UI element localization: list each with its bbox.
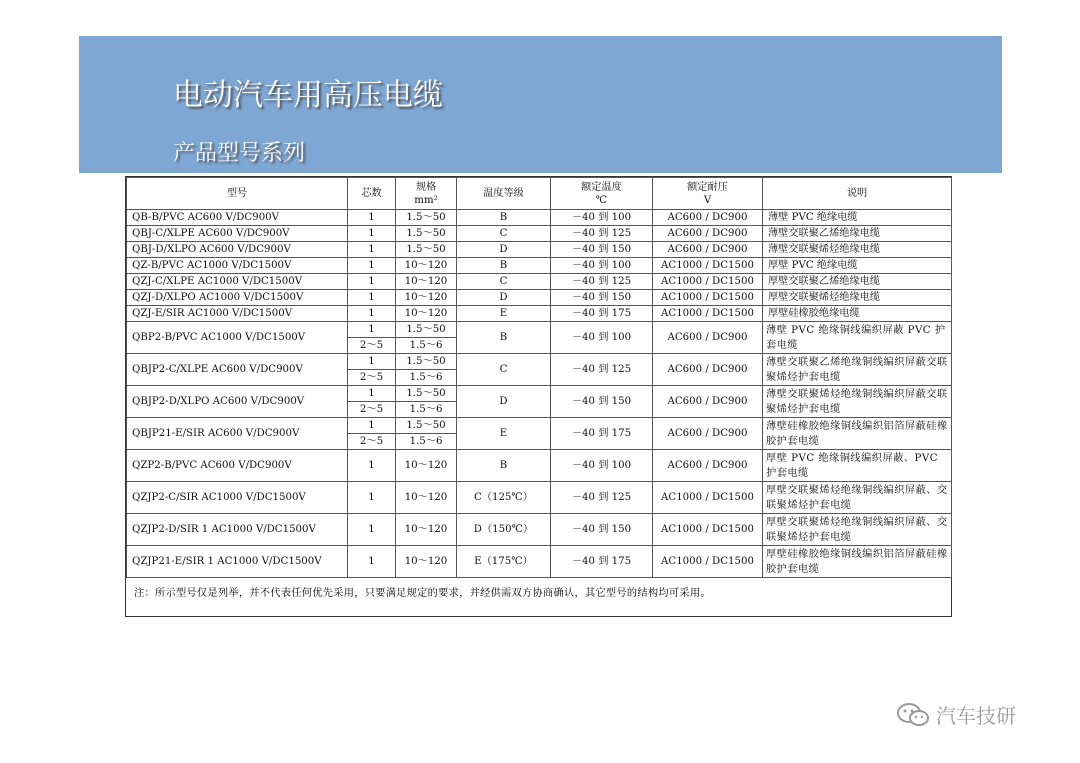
cell-rated-temp: －40 到 175 [551,306,653,322]
cell-model: QBJ-C/XLPE AC600 V/DC900V [127,226,348,242]
header-spec [396,178,457,210]
product-table [126,177,952,578]
cell-spec: 1.5～50 [396,242,457,258]
cell-rated-temp: －40 到 125 [551,482,653,514]
cell-cores: 1 [348,306,396,322]
cell-cores: 2～5 [348,402,396,418]
page-subtitle: 产品型号系列 [173,141,306,166]
cell-rated-voltage: AC600 / DC900 [653,242,763,258]
cell-cores: 1 [348,210,396,226]
cell-temp-class: B [457,450,551,482]
cell-desc: 薄壁交联聚乙烯绝缘电缆 [763,226,952,242]
cell-cores: 1 [348,322,396,338]
table-body [127,210,952,578]
cell-desc: 薄壁交联聚烯烃绝缘电缆 [763,242,952,258]
cell-rated-voltage: AC1000 / DC1500 [653,514,763,546]
cell-temp-class: C（125℃） [457,482,551,514]
cell-rated-voltage: AC600 / DC900 [653,418,763,450]
header-spec-line2: mm² [414,194,438,206]
cell-desc: 薄壁 PVC 绝缘电缆 [763,210,952,226]
header-temp-class: 温度等级 [457,178,551,210]
cell-rated-temp: －40 到 125 [551,226,653,242]
cell-model: QB-B/PVC AC600 V/DC900V [127,210,348,226]
header-rated-voltage-line1: 额定耐压 [687,181,728,193]
cell-cores: 2～5 [348,370,396,386]
cell-spec: 1.5～50 [396,386,457,402]
cell-model: QBJP21-E/SIR AC600 V/DC900V [127,418,348,450]
cell-desc: 厚壁交联聚乙烯绝缘电缆 [763,274,952,290]
cell-rated-temp: －40 到 175 [551,418,653,450]
cell-cores: 1 [348,546,396,578]
cell-spec: 1.5～50 [396,418,457,434]
table-note: 注：所示型号仅是列举，并不代表任何优先采用，只要满足规定的要求，并经供需双方协商确认，其它型号的结构均可采用。 [134,588,711,599]
cell-desc: 薄壁交联聚乙烯绝缘铜线编织屏蔽交联聚烯烃护套电缆 [763,354,952,386]
table-row [127,418,952,434]
cell-cores: 1 [348,258,396,274]
cell-cores: 1 [348,354,396,370]
table-row [127,546,952,578]
header-spec-line1: 规格 [415,181,437,193]
header-rated-temp-line2: ℃ [595,194,608,206]
table-row [127,290,952,306]
wechat-icon [896,701,930,729]
cell-spec: 10～120 [396,482,457,514]
header-cores: 芯数 [348,178,396,210]
table-row [127,482,952,514]
cell-cores: 1 [348,274,396,290]
cell-rated-voltage: AC1000 / DC1500 [653,546,763,578]
cell-rated-temp: －40 到 125 [551,274,653,290]
cell-model: QZJ-D/XLPO AC1000 V/DC1500V [127,290,348,306]
table-row [127,210,952,226]
cell-temp-class: E [457,306,551,322]
cell-rated-voltage: AC1000 / DC1500 [653,482,763,514]
cell-spec: 10～120 [396,290,457,306]
cell-temp-class: D [457,386,551,418]
cell-rated-temp: －40 到 100 [551,322,653,354]
cell-cores: 1 [348,450,396,482]
cell-rated-temp: －40 到 100 [551,450,653,482]
cell-cores: 2～5 [348,338,396,354]
table-row [127,306,952,322]
cell-model: QBP2-B/PVC AC1000 V/DC1500V [127,322,348,354]
table-row [127,274,952,290]
cell-spec: 1.5～50 [396,226,457,242]
header-rated-voltage-line2: V [703,194,712,206]
cell-desc: 厚壁 PVC 绝缘铜线编织屏蔽、PVC 护套电缆 [763,450,952,482]
cell-cores: 1 [348,514,396,546]
header-desc: 说明 [763,178,952,210]
table-row [127,514,952,546]
cell-model: QZJP2-C/SIR AC1000 V/DC1500V [127,482,348,514]
cell-rated-temp: －40 到 175 [551,546,653,578]
cell-model: QZJ-E/SIR AC1000 V/DC1500V [127,306,348,322]
table-row [127,354,952,370]
cell-cores: 1 [348,242,396,258]
cell-temp-class: B [457,322,551,354]
cell-desc: 薄壁 PVC 绝缘铜线编织屏蔽 PVC 护套电缆 [763,322,952,354]
cell-spec: 1.5～6 [396,434,457,450]
cell-rated-temp: －40 到 100 [551,258,653,274]
cell-model: QBJP2-D/XLPO AC600 V/DC900V [127,386,348,418]
cell-model: QZJ-C/XLPE AC1000 V/DC1500V [127,274,348,290]
cell-spec: 1.5～50 [396,322,457,338]
cell-spec: 10～120 [396,258,457,274]
table-row [127,386,952,402]
cell-temp-class: C [457,226,551,242]
cell-rated-temp: －40 到 150 [551,290,653,306]
table-row [127,258,952,274]
cell-temp-class: B [457,210,551,226]
cell-desc: 薄壁硅橡胶绝缘铜线编织铝箔屏蔽硅橡胶护套电缆 [763,418,952,450]
header-rated-voltage [653,178,763,210]
cell-cores: 2～5 [348,434,396,450]
cell-spec: 10～120 [396,546,457,578]
table-row [127,242,952,258]
cell-model: QZP2-B/PVC AC600 V/DC900V [127,450,348,482]
cell-temp-class: E [457,418,551,450]
cell-rated-voltage: AC600 / DC900 [653,322,763,354]
cell-model: QZJP21-E/SIR 1 AC1000 V/DC1500V [127,546,348,578]
cell-spec: 1.5～50 [396,210,457,226]
cell-model: QZJP2-D/SIR 1 AC1000 V/DC1500V [127,514,348,546]
cell-rated-voltage: AC1000 / DC1500 [653,274,763,290]
cell-spec: 10～120 [396,306,457,322]
cell-rated-temp: －40 到 100 [551,210,653,226]
cell-cores: 1 [348,226,396,242]
product-table-container [125,176,952,617]
watermark-text: 汽车技研 [936,704,1016,728]
cell-temp-class: C [457,274,551,290]
cell-desc: 厚壁交联聚烯烃绝缘铜线编织屏蔽、交联聚烯烃护套电缆 [763,482,952,514]
cell-spec: 1.5～50 [396,354,457,370]
cell-temp-class: C [457,354,551,386]
cell-desc: 厚壁 PVC 绝缘电缆 [763,258,952,274]
cell-cores: 1 [348,482,396,514]
cell-model: QZ-B/PVC AC1000 V/DC1500V [127,258,348,274]
cell-rated-voltage: AC1000 / DC1500 [653,306,763,322]
cell-desc: 薄壁交联聚烯烃绝缘铜线编织屏蔽交联聚烯烃护套电缆 [763,386,952,418]
table-row [127,450,952,482]
cell-temp-class: B [457,258,551,274]
watermark [896,700,1016,729]
cell-temp-class: D（150℃） [457,514,551,546]
cell-desc: 厚壁交联聚烯烃绝缘铜线编织屏蔽、交联聚烯烃护套电缆 [763,514,952,546]
cell-spec: 10～120 [396,450,457,482]
cell-temp-class: E（175℃） [457,546,551,578]
cell-rated-voltage: AC600 / DC900 [653,386,763,418]
header-rated-temp-line1: 额定温度 [581,181,622,193]
cell-spec: 1.5～6 [396,338,457,354]
cell-rated-voltage: AC1000 / DC1500 [653,258,763,274]
cell-desc: 厚壁硅橡胶绝缘电缆 [763,306,952,322]
cell-rated-voltage: AC1000 / DC1500 [653,290,763,306]
cell-rated-voltage: AC600 / DC900 [653,450,763,482]
cell-desc: 厚壁硅橡胶绝缘铜线编织铝箔屏蔽硅橡胶护套电缆 [763,546,952,578]
table-row [127,226,952,242]
page-title: 电动汽车用高压电缆 [173,78,443,113]
cell-rated-temp: －40 到 125 [551,354,653,386]
cell-rated-temp: －40 到 150 [551,242,653,258]
cell-spec: 1.5～6 [396,402,457,418]
cell-temp-class: D [457,290,551,306]
cell-rated-voltage: AC600 / DC900 [653,226,763,242]
cell-model: QBJ-D/XLPO AC600 V/DC900V [127,242,348,258]
cell-rated-voltage: AC600 / DC900 [653,210,763,226]
table-row [127,322,952,338]
cell-cores: 1 [348,386,396,402]
cell-desc: 厚壁交联聚烯烃绝缘电缆 [763,290,952,306]
cell-model: QBJP2-C/XLPE AC600 V/DC900V [127,354,348,386]
cell-temp-class: D [457,242,551,258]
header-rated-temp [551,178,653,210]
cell-cores: 1 [348,290,396,306]
cell-rated-temp: －40 到 150 [551,386,653,418]
cell-spec: 10～120 [396,274,457,290]
cell-spec: 10～120 [396,514,457,546]
cell-cores: 1 [348,418,396,434]
table-header-row [127,178,952,210]
cell-spec: 1.5～6 [396,370,457,386]
header-model: 型号 [127,178,348,210]
cell-rated-voltage: AC600 / DC900 [653,354,763,386]
header-banner [79,36,1002,173]
cell-rated-temp: －40 到 150 [551,514,653,546]
